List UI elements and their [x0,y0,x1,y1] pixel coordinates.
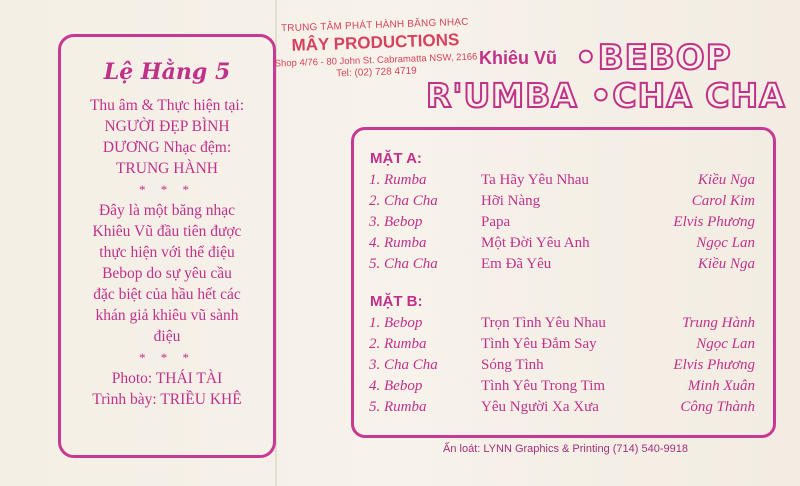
track-title: Sóng Tình [481,357,544,373]
track-number-style: 1. Bebop [369,315,423,331]
stamp-phone: Tel: (02) 728 4719 [335,65,417,80]
credit-line: TRUNG HÀNH [115,160,219,177]
track-number-style: 2. Rumba [369,336,427,352]
track-title: Một Đời Yêu Anh [481,235,590,251]
side-a-label: MẶT A: [370,150,422,167]
credits-text [61,95,273,410]
credit-line: đặc biệt của hầu hết các [93,286,241,303]
stamp-company: MÂY PRODUCTIONS [291,30,460,55]
track-row [354,357,773,378]
credit-line: Trình bày: TRIỀU KHÊ [92,391,242,408]
credit-line: thực hiện với thể điệu [99,244,235,261]
track-artist: Ngọc Lan [696,336,755,352]
track-number-style: 4. Bebop [369,378,423,394]
track-number-style: 3. Bebop [369,214,423,230]
track-row [354,235,773,256]
track-title: Em Đã Yêu [481,256,552,272]
credit-line: NGƯỜI ĐẸP BÌNH [104,118,230,135]
credit-line: Đây là một băng nhạc [98,202,235,219]
track-row [354,256,773,277]
track-number-style: 5. Cha Cha [369,256,438,272]
stamp-line: TRUNG TÂM PHÁT HÀNH BĂNG NHẠC [280,16,469,35]
credit-line: Photo: THÁI TÀI [111,370,223,387]
separator-stars: * * * [139,350,195,365]
separator-stars: * * * [139,182,195,197]
track-artist: Trung Hành [682,315,755,331]
track-row [354,315,773,336]
credit-line: khán giả khiêu vũ sành [95,307,239,324]
track-artist: Elvis Phương [673,214,755,230]
tracklist-panel [351,127,776,438]
header-bebop: •BEBOP [575,38,732,78]
credit-line: điệu [153,328,181,345]
track-number-style: 2. Cha Cha [369,193,438,209]
side-b-label: MẶT B: [370,293,423,310]
track-artist: Elvis Phương [673,357,755,373]
track-title: Papa [481,214,511,230]
credit-line: Bebop do sự yêu cầu [102,265,232,282]
printer-credit: Ấn loát: LYNN Graphics & Printing (714) 540-9918 [443,443,688,455]
track-artist: Công Thành [680,399,755,415]
track-artist: Minh Xuân [687,378,755,394]
track-title: Hỡi Nàng [481,193,541,209]
track-title: Yêu Người Xa Xưa [481,399,599,415]
track-row [354,214,773,235]
credits-panel [58,34,276,458]
track-title: Tình Yêu Đắm Say [481,336,597,352]
track-artist: Ngọc Lan [696,235,755,251]
credit-line: DƯƠNG Nhạc đệm: [102,139,232,156]
track-row [354,336,773,357]
header-rumba-chacha: R'UMBA •CHA CHA [426,76,786,115]
track-row [354,193,773,214]
credit-line: Thu âm & Thực hiện tại: [89,97,245,114]
track-row [354,399,773,420]
stamp-address: Shop 4/76 - 80 John St. Cabramatta NSW, 2166 [274,51,478,70]
track-title: Ta Hãy Yêu Nhau [481,172,589,188]
track-number-style: 1. Rumba [369,172,427,188]
track-row [354,378,773,399]
track-number-style: 4. Rumba [369,235,427,251]
track-title: Tình Yêu Trong Tim [481,378,606,394]
track-artist: Kiều Nga [697,256,755,272]
album-title: Lệ Hằng 5 [103,59,231,85]
track-number-style: 5. Rumba [369,399,427,415]
track-number-style: 3. Cha Cha [369,357,438,373]
track-artist: Kiều Nga [697,172,755,188]
track-artist: Carol Kim [691,193,755,209]
track-row [354,172,773,193]
credit-line: Khiêu Vũ đầu tiên được [92,223,242,240]
header-khieu-vu: Khiêu Vũ [479,48,558,68]
track-title: Trọn Tình Yêu Nhau [481,315,606,331]
